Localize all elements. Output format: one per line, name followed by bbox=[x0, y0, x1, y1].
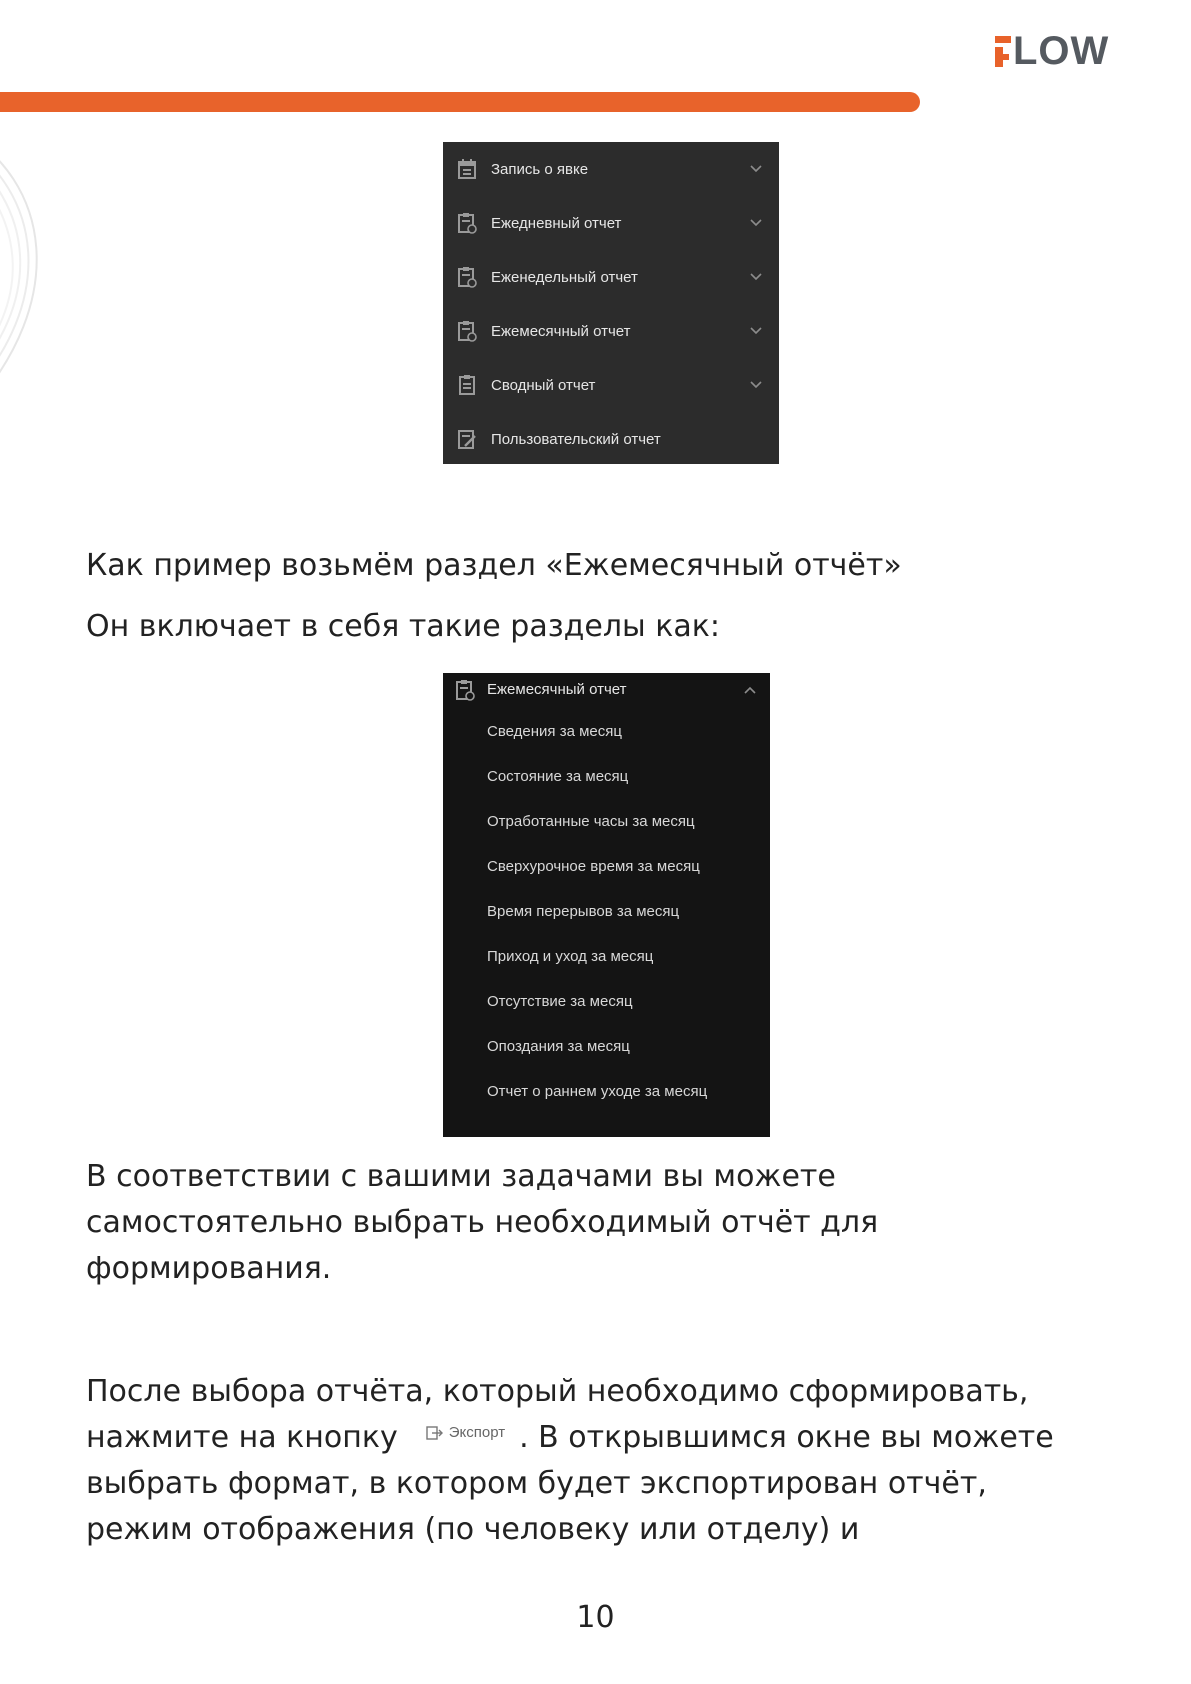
paragraph-export-line4: режим отображения (по человеку или отделу) и bbox=[86, 1512, 860, 1547]
paragraph-export-line2 bbox=[86, 1415, 1054, 1462]
submenu-item[interactable]: Отработанные часы за месяц bbox=[487, 813, 695, 830]
report-icon bbox=[457, 212, 477, 234]
page-number: 10 bbox=[576, 1600, 615, 1635]
chevron-down-icon bbox=[749, 272, 763, 282]
export-button-label: Экспорт bbox=[448, 1423, 506, 1441]
menu-item-label: Еженедельный отчет bbox=[491, 268, 638, 286]
paragraph-includes: Он включает в себя такие разделы как: bbox=[86, 609, 720, 644]
report-icon bbox=[457, 266, 477, 288]
paragraph-choose-line3: формирования. bbox=[86, 1251, 332, 1286]
submenu-item[interactable]: Сверхурочное время за месяц bbox=[487, 858, 700, 875]
clipboard-icon bbox=[457, 374, 477, 396]
paragraph-text: . В открывшимся окне вы можете bbox=[519, 1420, 1054, 1455]
submenu-item[interactable]: Сведения за месяц bbox=[487, 723, 622, 740]
edit-report-icon bbox=[457, 428, 477, 450]
paragraph-choose-line2: самостоятельно выбрать необходимый отчёт для bbox=[86, 1205, 879, 1240]
report-icon bbox=[457, 320, 477, 342]
menu-item-summary-report[interactable] bbox=[443, 370, 779, 400]
chevron-up-icon bbox=[743, 685, 757, 695]
report-icon bbox=[455, 679, 475, 701]
menu-item-label: Ежемесячный отчет bbox=[491, 322, 631, 340]
submenu-item[interactable]: Время перерывов за месяц bbox=[487, 903, 680, 920]
menu-item-label: Запись о явке bbox=[491, 160, 589, 178]
menu-item-attendance[interactable] bbox=[443, 154, 779, 184]
paragraph-text: нажмите на кнопку bbox=[86, 1420, 398, 1455]
monthly-report-header-label: Ежемесячный отчет bbox=[487, 681, 627, 698]
accent-bar bbox=[0, 92, 920, 112]
paragraph-choose-line1: В соответствии с вашими задачами вы можете bbox=[86, 1159, 836, 1194]
collapsed-reports-menu bbox=[443, 142, 779, 464]
submenu-item[interactable]: Опоздания за месяц bbox=[487, 1038, 630, 1055]
submenu-item[interactable]: Отчет о раннем уходе за месяц bbox=[487, 1083, 708, 1100]
calendar-icon bbox=[457, 158, 477, 180]
paragraph-export-line1: После выбора отчёта, который необходимо сформировать, bbox=[86, 1374, 1029, 1409]
submenu-item[interactable]: Отсутствие за месяц bbox=[487, 993, 633, 1010]
decorative-swirl bbox=[0, 120, 70, 420]
expanded-monthly-menu bbox=[443, 673, 770, 1137]
logo-text: LOW bbox=[1013, 29, 1110, 73]
menu-item-label: Ежедневный отчет bbox=[491, 214, 622, 232]
chevron-down-icon bbox=[749, 380, 763, 390]
logo-mark-icon bbox=[995, 30, 1011, 72]
export-button[interactable] bbox=[426, 1410, 505, 1456]
export-icon bbox=[426, 1425, 444, 1441]
chevron-down-icon bbox=[749, 164, 763, 174]
chevron-down-icon bbox=[749, 218, 763, 228]
menu-item-weekly-report[interactable] bbox=[443, 262, 779, 292]
menu-item-monthly-report[interactable] bbox=[443, 316, 779, 346]
menu-item-label: Пользовательский отчет bbox=[491, 430, 661, 448]
monthly-report-header[interactable] bbox=[443, 675, 770, 705]
submenu-item[interactable]: Приход и уход за месяц bbox=[487, 948, 654, 965]
menu-item-daily-report[interactable] bbox=[443, 208, 779, 238]
chevron-down-icon bbox=[749, 326, 763, 336]
paragraph-example: Как пример возьмём раздел «Ежемесячный отчёт» bbox=[86, 548, 902, 583]
submenu-item[interactable]: Состояние за месяц bbox=[487, 768, 629, 785]
menu-item-label: Сводный отчет bbox=[491, 376, 596, 394]
menu-item-custom-report[interactable] bbox=[443, 424, 779, 454]
paragraph-export-line3: выбрать формат, в котором будет экспортирован отчёт, bbox=[86, 1466, 987, 1501]
flow-logo bbox=[995, 30, 1109, 72]
